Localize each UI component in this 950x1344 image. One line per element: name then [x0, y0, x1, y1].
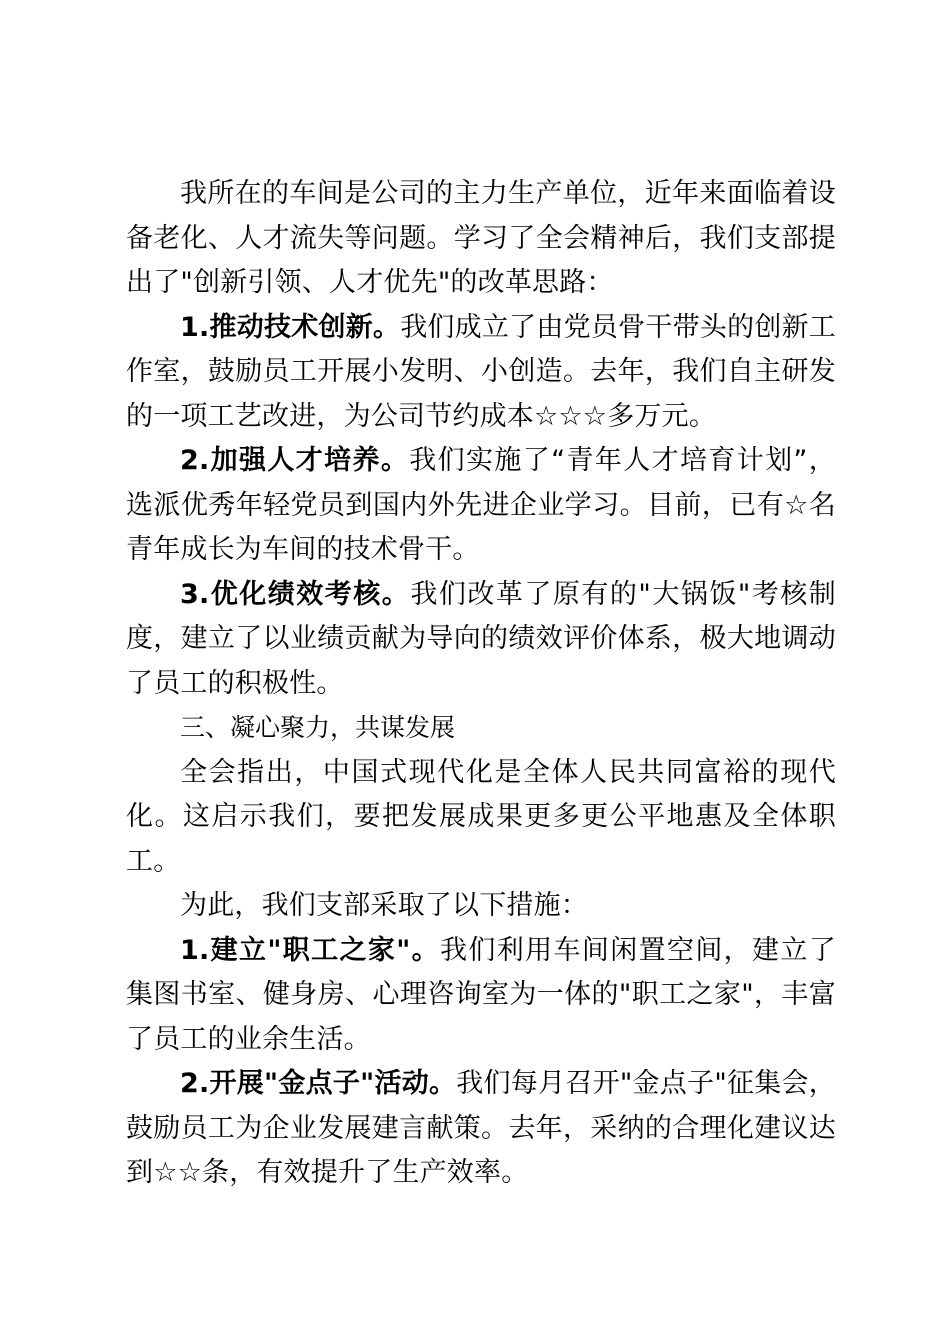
paragraph-lead: 3.优化绩效考核。: [180, 578, 411, 610]
paragraph-text: 我所在的车间是公司的主力生产单位，近年来面临着设备老化、人才流失等问题。学习了全会精神后，我们支部提出了"创新引领、人才优先"的改革思路：: [126, 178, 836, 298]
paragraph-common-prosperity: [126, 751, 836, 885]
paragraph-text: 我们利用车间闲置空间，建立了集图书室、健身房、心理咨询室为一体的"职工之家"，丰富了员工的业余生活。: [126, 934, 836, 1055]
paragraph-intro: [126, 172, 836, 306]
paragraph-tech-innovation: [126, 306, 836, 440]
paragraph-text: 我们实施了“青年人才培育计划”，选派优秀年轻党员到国内外先进企业学习。目前，已有☆名青年成长为车间的技术骨干。: [126, 445, 836, 565]
section-heading: 三、凝心聚力，共谋发展: [180, 713, 456, 742]
paragraph-text: 我们成立了由党员骨干带头的创新工作室，鼓励员工开展小发明、小创造。去年，我们自主研发的一项工艺改进，为公司节约成本☆☆☆多万元。: [126, 311, 837, 432]
paragraph-text: 我们改革了原有的"大锅饭"考核制度，建立了以业绩贡献为导向的绩效评价体系，极大地调动了员工的积极性。: [126, 578, 837, 699]
paragraph-measures-intro: [126, 884, 836, 929]
paragraph-lead: 1.建立"职工之家"。: [180, 934, 441, 966]
paragraph-text: 我们每月召开"金点子"征集会，鼓励员工为企业发展建言献策。去年，采纳的合理化建议达到☆☆条，有效提升了生产效率。: [126, 1068, 837, 1188]
document-page: [126, 172, 836, 1196]
paragraph-lead: 2.加强人才培养。: [180, 445, 410, 476]
paragraph-text: 全会指出，中国式现代化是全体人民共同富裕的现代化。这启示我们，要把发展成果更多更公平地惠及全体职工。: [126, 756, 836, 877]
paragraph-golden-ideas: [126, 1062, 836, 1196]
paragraph-lead: 1.推动技术创新。: [180, 311, 401, 343]
paragraph-workers-home: [126, 929, 836, 1063]
paragraph-text: 为此，我们支部采取了以下措施：: [180, 890, 588, 921]
paragraph-performance: [126, 573, 836, 707]
paragraph-talent-training: [126, 439, 836, 573]
paragraph-lead: 2.开展"金点子"活动。: [180, 1068, 457, 1099]
